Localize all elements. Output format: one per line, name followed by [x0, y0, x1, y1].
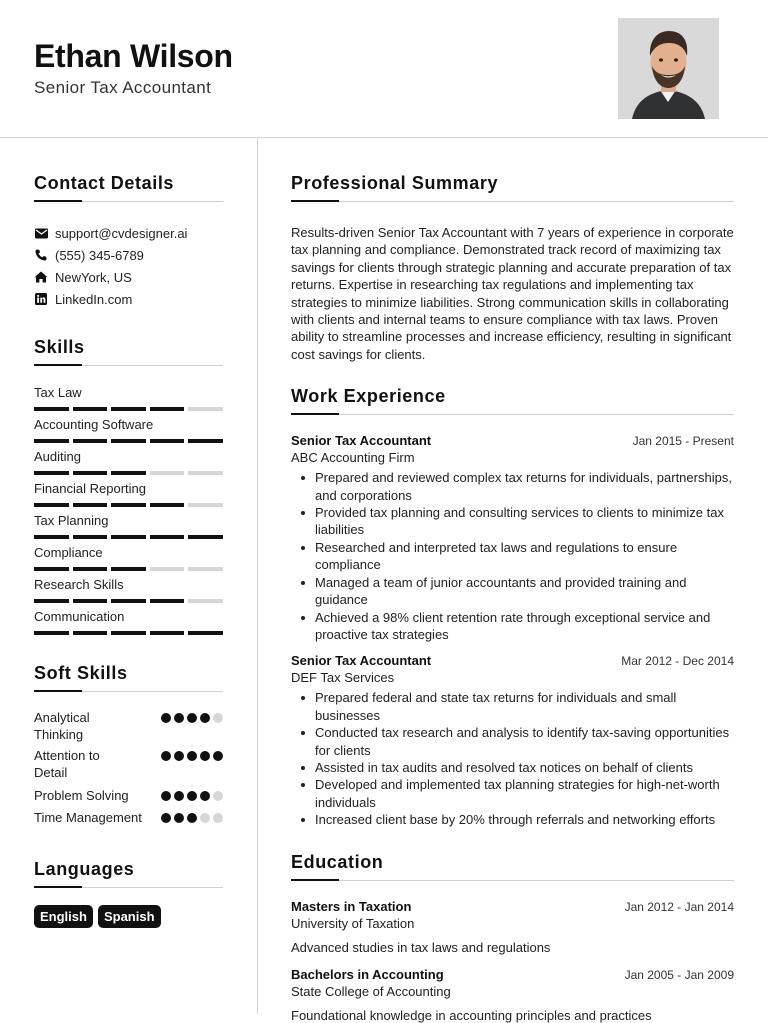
skill-level-segment [34, 599, 69, 603]
soft-skill-rating [161, 751, 223, 761]
sidebar [34, 138, 223, 928]
job-dates: Jan 2015 - Present [632, 434, 734, 449]
skill-level-segment [73, 407, 108, 411]
rating-dot [187, 813, 197, 823]
skill-level-bar [34, 535, 223, 539]
skill-level-segment [73, 631, 108, 635]
avatar-icon [618, 18, 719, 119]
skill-item [34, 384, 223, 416]
job-bullet: Prepared and reviewed complex tax returns for individuals, partnerships, and corporations [291, 469, 734, 504]
skill-level-segment [188, 631, 223, 635]
language-badge: Spanish [98, 905, 161, 928]
skill-label: Tax Planning [34, 513, 109, 528]
skill-level-segment [111, 471, 146, 475]
rating-dot [174, 791, 184, 801]
soft-skill-label: Time Management [34, 810, 142, 825]
rating-dot [161, 791, 171, 801]
skill-label: Accounting Software [34, 417, 154, 432]
candidate-name: Ethan Wilson [34, 38, 233, 74]
contact-linkedin[interactable] [34, 288, 223, 310]
soft-skill-item [34, 787, 223, 804]
summary-text: Results-driven Senior Tax Accountant with 7 years of experience in corporate tax planning and compliance. Demonstrated track record of maximizing tax savings for clients through strategic planning and accurate preparation of tax returns. Expertise in researching tax regulations and implementing tax strategies to minimize liabilities. Strong communication skills in collaborating with clients and internal teams to ensure compliance with tax laws. Proven ability to streamline processes and increase efficiency, resulting in significant cost savings for clients. [291, 225, 734, 362]
contact-list [34, 222, 223, 310]
contact-email[interactable] [34, 222, 223, 244]
skill-level-segment [150, 535, 185, 539]
skill-level-segment [111, 599, 146, 603]
skill-level-segment [34, 503, 69, 507]
experience-heading: Work Experience [291, 386, 446, 407]
edu-degree: Masters in Taxation [291, 898, 412, 914]
job-company: ABC Accounting Firm [291, 450, 415, 466]
contact-phone-text: (555) 345-6789 [55, 247, 144, 263]
job-bullet: Provided tax planning and consulting services to clients to minimize tax liabilities [291, 504, 734, 539]
skill-label: Tax Law [34, 385, 82, 400]
skill-level-segment [111, 535, 146, 539]
skill-level-segment [73, 439, 108, 443]
skill-item [34, 608, 223, 640]
skill-item [34, 480, 223, 512]
skill-level-bar [34, 567, 223, 571]
job-company: DEF Tax Services [291, 670, 395, 686]
skill-label: Compliance [34, 545, 103, 560]
edu-dates: Jan 2012 - Jan 2014 [624, 899, 734, 914]
job-bullet: Prepared federal and state tax returns for individuals and small businesses [291, 689, 734, 724]
section-rule [34, 886, 223, 888]
profile-photo [618, 18, 719, 119]
linkedin-icon [34, 292, 48, 306]
soft-skill-item [34, 809, 223, 826]
rating-dot [200, 813, 210, 823]
experience-section [291, 386, 734, 828]
skill-level-segment [150, 599, 185, 603]
contact-phone[interactable] [34, 244, 223, 266]
soft-skill-label: Problem Solving [34, 788, 129, 803]
languages-heading: Languages [34, 859, 135, 879]
skill-level-segment [34, 407, 69, 411]
skill-level-segment [34, 535, 69, 539]
education-section [291, 852, 734, 1023]
skill-level-segment [188, 439, 223, 443]
job-bullet: Managed a team of junior accountants and provided training and guidance [291, 574, 734, 609]
rating-dot [187, 713, 197, 723]
rating-dot [161, 813, 171, 823]
contact-heading: Contact Details [34, 173, 175, 193]
skill-level-segment [111, 407, 146, 411]
job-bullet: Assisted in tax audits and resolved tax notices on behalf of clients [291, 759, 734, 776]
education-entry [291, 899, 734, 955]
skill-level-segment [34, 439, 69, 443]
education-heading: Education [291, 851, 384, 872]
soft-skill-rating [161, 813, 223, 823]
skills-list [34, 384, 223, 640]
language-badge: English [34, 905, 93, 928]
skill-level-segment [111, 631, 146, 635]
edu-description: Advanced studies in tax laws and regulations [291, 939, 551, 955]
edu-dates: Jan 2005 - Jan 2009 [624, 967, 734, 982]
skill-level-bar [34, 439, 223, 443]
home-icon [34, 270, 48, 284]
skill-level-segment [111, 567, 146, 571]
skill-level-segment [73, 471, 108, 475]
edu-degree: Bachelors in Accounting [291, 966, 444, 982]
rating-dot [174, 751, 184, 761]
skill-item [34, 512, 223, 544]
rating-dot [213, 713, 223, 723]
skill-level-bar [34, 599, 223, 603]
skill-level-segment [111, 439, 146, 443]
rating-dot [200, 751, 210, 761]
rating-dot [213, 751, 223, 761]
rating-dot [174, 813, 184, 823]
section-rule [34, 690, 223, 692]
skill-label: Research Skills [34, 577, 124, 592]
soft-skill-item [34, 747, 223, 781]
skill-level-segment [73, 535, 108, 539]
job-bullet: Increased client base by 20% through referrals and networking efforts [291, 811, 734, 828]
contact-section [34, 173, 223, 310]
section-rule [291, 879, 734, 881]
job-bullet: Researched and interpreted tax laws and regulations to ensure compliance [291, 539, 734, 574]
rating-dot [161, 713, 171, 723]
skill-level-bar [34, 631, 223, 635]
skill-level-segment [150, 471, 185, 475]
skill-level-segment [34, 631, 69, 635]
skill-label: Communication [34, 609, 125, 624]
job-dates: Mar 2012 - Dec 2014 [621, 654, 734, 669]
soft-skills-section [34, 663, 223, 826]
skill-level-segment [150, 503, 185, 507]
soft-skill-item [34, 709, 223, 743]
skill-level-segment [188, 407, 223, 411]
section-rule [291, 200, 734, 202]
candidate-title: Senior Tax Accountant [34, 78, 212, 97]
job-entry [291, 653, 734, 828]
soft-skill-rating [161, 791, 223, 801]
section-rule [34, 364, 223, 366]
summary-heading: Professional Summary [291, 173, 499, 193]
main-content [291, 138, 734, 1023]
skill-item [34, 544, 223, 576]
job-bullet: Achieved a 98% client retention rate through exceptional service and proactive tax strategies [291, 609, 734, 644]
skill-item [34, 416, 223, 448]
phone-icon [34, 248, 48, 262]
job-bullets [291, 469, 734, 643]
edu-school: State College of Accounting [291, 983, 451, 999]
skill-label: Financial Reporting [34, 481, 147, 496]
skill-item [34, 448, 223, 480]
rating-dot [213, 813, 223, 823]
skill-level-segment [188, 535, 223, 539]
skill-level-segment [150, 567, 185, 571]
contact-location-text: NewYork, US [55, 269, 132, 285]
skill-level-segment [73, 599, 108, 603]
job-bullets [291, 689, 734, 828]
skill-level-segment [188, 567, 223, 571]
skills-section [34, 337, 223, 640]
skill-level-bar [34, 471, 223, 475]
rating-dot [187, 791, 197, 801]
skill-level-segment [150, 439, 185, 443]
skill-level-segment [150, 407, 185, 411]
edu-description: Foundational knowledge in accounting principles and practices [291, 1007, 652, 1023]
soft-skills-list [34, 709, 223, 826]
skill-level-bar [34, 503, 223, 507]
contact-linkedin-text: LinkedIn.com [55, 291, 133, 307]
skill-label: Auditing [34, 449, 81, 464]
section-rule [291, 413, 734, 415]
skill-level-segment [188, 503, 223, 507]
rating-dot [200, 791, 210, 801]
skill-level-segment [73, 503, 108, 507]
skill-level-segment [34, 567, 69, 571]
job-bullet: Conducted tax research and analysis to identify tax-saving opportunities for clients [291, 724, 734, 759]
summary-section [291, 173, 734, 363]
skills-heading: Skills [34, 337, 85, 357]
education-entry [291, 967, 734, 1023]
rating-dot [161, 751, 171, 761]
skill-level-segment [73, 567, 108, 571]
skill-level-segment [150, 631, 185, 635]
rating-dot [174, 713, 184, 723]
job-role: Senior Tax Accountant [291, 433, 432, 449]
soft-skill-label: Analytical Thinking [34, 710, 90, 742]
languages-section [34, 859, 223, 928]
edu-school: University of Taxation [291, 915, 415, 931]
section-rule [34, 200, 223, 202]
languages-list [34, 905, 223, 928]
contact-email-text: support@cvdesigner.ai [55, 225, 188, 241]
column-divider [257, 138, 258, 1014]
contact-location [34, 266, 223, 288]
soft-skill-label: Attention to Detail [34, 748, 100, 780]
job-entry [291, 433, 734, 643]
resume-header [0, 0, 768, 138]
skill-item [34, 576, 223, 608]
soft-skill-rating [161, 713, 223, 723]
skill-level-segment [34, 471, 69, 475]
envelope-icon [34, 226, 48, 240]
job-role: Senior Tax Accountant [291, 653, 432, 669]
skill-level-segment [188, 471, 223, 475]
job-bullet: Developed and implemented tax planning strategies for high-net-worth individuals [291, 776, 734, 811]
rating-dot [187, 751, 197, 761]
skill-level-bar [34, 407, 223, 411]
skill-level-segment [188, 599, 223, 603]
rating-dot [213, 791, 223, 801]
rating-dot [200, 713, 210, 723]
skill-level-segment [111, 503, 146, 507]
soft-skills-heading: Soft Skills [34, 663, 128, 683]
